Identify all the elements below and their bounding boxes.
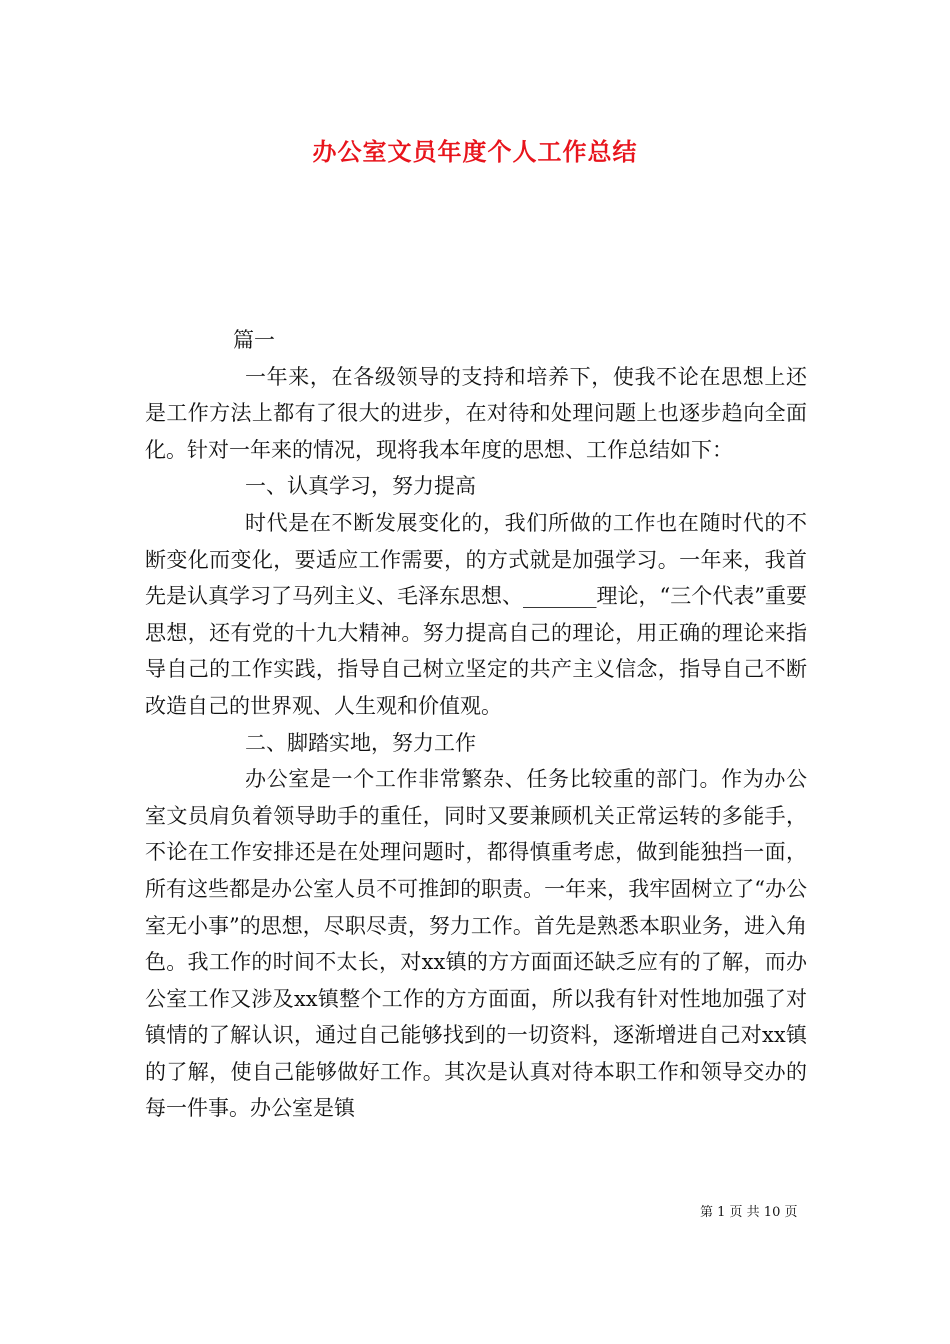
page-footer: 第 1 页 共 10 页 bbox=[700, 1205, 798, 1220]
paragraph-2: 办公室是一个工作非常繁杂、任务比较重的部门。作为办公室文员肩负着领导助手的重任，同时又要兼顾机关正常运转的多能手，不论在工作安排还是在处理问题时，都得慎重考虑，做到能独挡一面，所有这些都是办公室人员不可推卸的职责。一年来，我牢固树立了“办公室无小事”的思想，尽职尽责，努力工作。首先是熟悉本职业务，进入角色。我工作的时间不太长，对xx镇的方方面面还缺乏应有的了解，而办公室工作又涉及xx镇整个工作的方方面面，所以我有针对性地加强了对镇情的了解认识，通过自己能够找到的一切资料，逐渐增进自己对xx镇的了解，使自己能够做好工作。其次是认真对待本职工作和领导交办的每一件事。办公室是镇 bbox=[145, 767, 807, 1121]
section-heading-1: 一、认真学习，努力提高 bbox=[245, 474, 476, 499]
paragraph-1: 时代是在不断发展变化的，我们所做的工作也在随时代的不断变化而变化，要适应工作需要，的方式就是加强学习。一年来，我首先是认真学习了马列主义、毛泽东思想、_______理论，“三个代表”重要思想，还有党的十九大精神。努力提高自己的理论，用正确的理论来指导自己的工作实践，指导自己树立坚定的共产主义信念，指导自己不断改造自己的世界观、人生观和价值观。 bbox=[145, 510, 807, 718]
section-heading-2: 二、脚踏实地，努力工作 bbox=[245, 730, 476, 755]
intro-paragraph: 一年来，在各级领导的支持和培养下，使我不论在思想上还是工作方法上都有了很大的进步，在对待和处理问题上也逐步趋向全面化。针对一年来的情况，现将我本年度的思想、工作总结如下： bbox=[145, 364, 807, 462]
document-body bbox=[145, 322, 807, 1127]
document-title: 办公室文员年度个人工作总结 bbox=[312, 137, 638, 166]
section-label: 篇一 bbox=[233, 328, 275, 352]
